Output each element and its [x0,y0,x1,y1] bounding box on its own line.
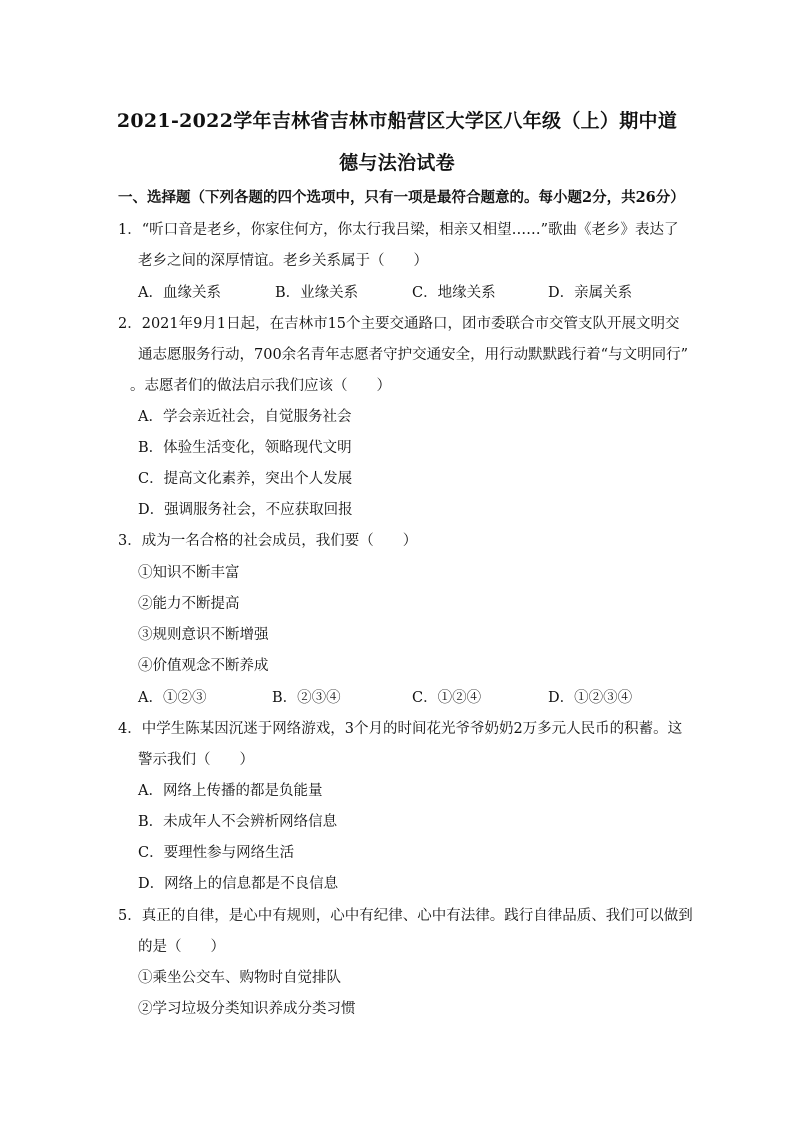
question-1-line2: 老乡之间的深厚情谊。老乡关系属于（ ） [138,253,428,269]
question-4-line1: 4．中学生陈某因沉迷于网络游戏，3个月的时间花光爷爷奶奶2万多元人民币的积蓄。这 [118,721,683,737]
question-4-option-d: D．网络上的信息都是不良信息 [138,876,339,892]
question-5-item-1: ①乘坐公交车、购物时自觉排队 [138,970,341,986]
question-5-line1: 5．真正的自律，是心中有规则，心中有纪律、心中有法律。践行自律品质、我们可以做到 [118,908,693,924]
question-3-item-2: ②能力不断提高 [138,596,240,612]
question-2-line2: 通志愿服务行动，700余名青年志愿者守护交通安全，用行动默默践行着“与文明同行” [138,347,688,363]
question-5-line2: 的是（ ） [138,939,225,955]
question-2-option-c: C．提高文化素养，突出个人发展 [138,471,353,487]
question-4-option-a: A．网络上传播的都是负能量 [138,783,323,799]
exam-title-line2: 德与法治试卷 [339,152,455,174]
question-2-line3: 。志愿者们的做法启示我们应该（ ） [130,378,391,394]
question-3-item-3: ③规则意识不断增强 [138,627,269,643]
question-3-option-b: B．②③④ [272,690,341,706]
question-5-item-2: ②学习垃圾分类知识养成分类习惯 [138,1001,356,1017]
question-1-option-c: C．地缘关系 [412,285,496,301]
question-3-line1: 3．成为一名合格的社会成员，我们要（ ） [118,533,418,549]
question-1-option-d: D．亲属关系 [548,285,633,301]
exam-title-line1: 2021-2022学年吉林省吉林市船营区大学区八年级（上）期中道 [116,110,678,132]
question-4-line2: 警示我们（ ） [138,752,254,768]
question-1-line1: 1．“听口音是老乡，你家住何方，你太行我吕梁，相亲又相望……”歌曲《老乡》表达了 [118,222,679,238]
question-2-line1: 2．2021年9月1日起，在吉林市15个主要交通路口，团市委联合市交管支队开展文明交 [118,316,680,332]
question-3-item-4: ④价值观念不断养成 [138,658,269,674]
question-2-option-d: D．强调服务社会，不应获取回报 [138,502,353,518]
question-3-option-a: A．①②③ [138,690,207,706]
section-heading: 一、选择题（下列各题的四个选项中，只有一项是最符合题意的。每小题2分，共26分） [118,189,685,206]
question-1-option-a: A．血缘关系 [138,285,221,301]
question-2-option-b: B．体验生活变化，领略现代文明 [138,440,352,456]
question-1-option-b: B．业缘关系 [275,285,359,301]
question-3-option-d: D．①②③④ [548,690,633,706]
question-2-option-a: A．学会亲近社会，自觉服务社会 [138,409,352,425]
question-4-option-c: C．要理性参与网络生活 [138,845,295,861]
question-3-option-c: C．①②④ [412,690,482,706]
question-3-item-1: ①知识不断丰富 [138,565,240,581]
question-4-option-b: B．未成年人不会辨析网络信息 [138,814,338,830]
